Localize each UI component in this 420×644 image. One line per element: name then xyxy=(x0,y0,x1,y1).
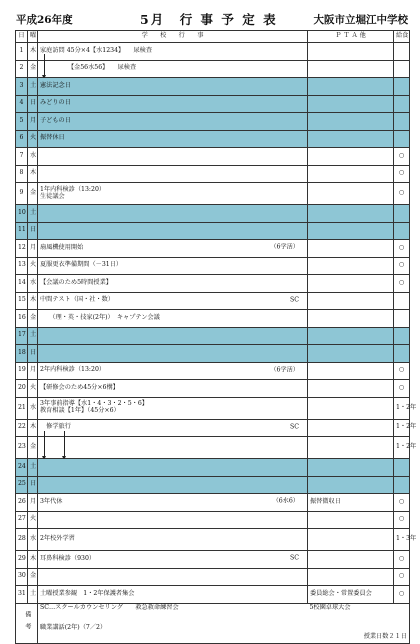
kyushoku-mark xyxy=(394,78,410,96)
pta-event xyxy=(308,327,394,345)
day-number: 25 xyxy=(16,476,28,494)
kyushoku-mark xyxy=(394,43,410,61)
pta-event xyxy=(308,437,394,459)
event-text: 教育相談【1年】（45分×6） xyxy=(40,407,120,414)
school-event xyxy=(38,148,308,166)
pta-event: 委員総会・常置委員会 xyxy=(308,586,394,604)
event-text: 【会議のため5時間授業】 xyxy=(40,278,112,286)
school-event xyxy=(38,222,308,240)
kyushoku-mark: ○ xyxy=(394,551,410,569)
event-text: 子どもの日 xyxy=(40,116,71,124)
schedule-row xyxy=(16,362,410,380)
kyushoku-mark: 1・2年 xyxy=(394,397,410,419)
pta-event xyxy=(308,529,394,551)
kyushoku-mark xyxy=(394,476,410,494)
kyushoku-mark xyxy=(394,459,410,477)
school-event xyxy=(38,257,308,275)
event-note: SC xyxy=(290,554,299,562)
day-number: 7 xyxy=(16,148,28,166)
col-school-events: 学 校 行 事 xyxy=(38,31,308,43)
weekday: 土 xyxy=(28,327,38,345)
day-number: 6 xyxy=(16,130,28,148)
school-event xyxy=(38,437,308,459)
event-text: 生徒議会 xyxy=(40,192,65,200)
weekday: 木 xyxy=(28,292,38,310)
schedule-row xyxy=(16,419,410,437)
pta-event xyxy=(308,551,394,569)
event-text: 修学旅行 xyxy=(40,423,71,431)
day-number: 21 xyxy=(16,397,28,419)
pta-event xyxy=(308,419,394,437)
school-event xyxy=(38,397,308,419)
event-text: 2年校外学習 xyxy=(40,535,75,543)
remarks-text xyxy=(308,623,410,633)
weekday: 金 xyxy=(28,437,38,459)
day-number: 26 xyxy=(16,494,28,512)
remarks-text xyxy=(38,633,308,643)
kyushoku-mark xyxy=(394,95,410,113)
schedule-row xyxy=(16,551,410,569)
day-number: 3 xyxy=(16,78,28,96)
day-number: 15 xyxy=(16,292,28,310)
pta-event xyxy=(308,95,394,113)
event-text: 土曜授業参観 1・2年保護者集会 xyxy=(40,589,135,597)
event-text: 3年代休 xyxy=(40,497,63,505)
schedule-table xyxy=(15,30,417,644)
remarks-text: 職業講話(2年)（7／2） xyxy=(38,623,308,633)
event-text: 振替休日 xyxy=(40,134,65,142)
day-number: 8 xyxy=(16,165,28,183)
weekday: 土 xyxy=(28,205,38,223)
weekday: 水 xyxy=(28,529,38,551)
weekday: 月 xyxy=(28,362,38,380)
schedule-row xyxy=(16,397,410,419)
day-number: 9 xyxy=(16,183,28,205)
schedule-row xyxy=(16,275,410,293)
school-event xyxy=(38,568,308,586)
weekday: 月 xyxy=(28,240,38,258)
day-number: 1 xyxy=(16,43,28,61)
school-event xyxy=(38,419,308,437)
weekday: 木 xyxy=(28,419,38,437)
fiscal-year: 平成26年度 xyxy=(16,14,73,26)
school-event xyxy=(38,165,308,183)
schedule-row xyxy=(16,148,410,166)
school-event xyxy=(38,494,308,512)
school-event xyxy=(38,205,308,223)
pta-event xyxy=(308,130,394,148)
pta-event xyxy=(308,459,394,477)
school-event xyxy=(38,292,308,310)
schedule-row xyxy=(16,205,410,223)
pta-event xyxy=(308,275,394,293)
day-number: 18 xyxy=(16,345,28,363)
schedule-row xyxy=(16,380,410,398)
pta-event xyxy=(308,113,394,131)
school-event xyxy=(38,310,308,328)
schedule-row xyxy=(16,568,410,586)
day-number: 27 xyxy=(16,511,28,529)
kyushoku-mark: ○ xyxy=(394,586,410,604)
weekday: 金 xyxy=(28,60,38,78)
schedule-row xyxy=(16,222,410,240)
kyushoku-mark xyxy=(394,205,410,223)
remarks-text xyxy=(38,613,308,623)
weekday: 火 xyxy=(28,380,38,398)
weekday: 月 xyxy=(28,494,38,512)
kyushoku-mark: ○ xyxy=(394,362,410,380)
weekday: 火 xyxy=(28,511,38,529)
weekday: 日 xyxy=(28,476,38,494)
kyushoku-mark xyxy=(394,130,410,148)
schedule-row xyxy=(16,437,410,459)
schedule-row xyxy=(16,586,410,604)
kyushoku-mark: ○ xyxy=(394,494,410,512)
day-number: 10 xyxy=(16,205,28,223)
school-event xyxy=(38,511,308,529)
remarks-text: 5校園卓球大会 xyxy=(308,603,410,613)
event-text: 家庭訪問 45分×4【水1234】 尿検査 xyxy=(40,46,153,54)
day-number: 24 xyxy=(16,459,28,477)
day-number: 2 xyxy=(16,60,28,78)
schedule-row xyxy=(16,529,410,551)
day-number: 12 xyxy=(16,240,28,258)
day-number: 4 xyxy=(16,95,28,113)
school-event xyxy=(38,459,308,477)
schedule-row xyxy=(16,327,410,345)
day-number: 13 xyxy=(16,257,28,275)
day-number: 11 xyxy=(16,222,28,240)
kyushoku-mark: ○ xyxy=(394,148,410,166)
event-text: 3年事前指導【水1・4・3・2・5・6】 xyxy=(40,400,148,408)
school-event xyxy=(38,130,308,148)
schedule-row xyxy=(16,183,410,205)
schedule-row xyxy=(16,476,410,494)
kyushoku-mark: ○ xyxy=(394,257,410,275)
pta-event xyxy=(308,165,394,183)
weekday: 火 xyxy=(28,130,38,148)
weekday: 日 xyxy=(28,345,38,363)
schedule-row xyxy=(16,292,410,310)
day-number: 23 xyxy=(16,437,28,459)
event-text: 耳鼻科検診（930） xyxy=(40,554,96,562)
remarks-row xyxy=(16,613,410,623)
weekday: 日 xyxy=(28,95,38,113)
day-number: 22 xyxy=(16,419,28,437)
pta-event xyxy=(308,43,394,61)
pta-event xyxy=(308,148,394,166)
pta-event xyxy=(308,205,394,223)
school-event xyxy=(38,476,308,494)
schedule-row xyxy=(16,60,410,78)
kyushoku-mark: ○ xyxy=(394,165,410,183)
kyushoku-mark xyxy=(394,345,410,363)
schedule-row xyxy=(16,95,410,113)
kyushoku-mark xyxy=(394,222,410,240)
pta-event xyxy=(308,380,394,398)
weekday: 金 xyxy=(28,568,38,586)
weekday: 水 xyxy=(28,148,38,166)
schedule-row xyxy=(16,459,410,477)
event-text: 中間テスト（国・社・数） xyxy=(40,296,115,304)
remarks-text xyxy=(308,613,410,623)
col-day: 日 xyxy=(16,31,28,43)
event-text: 扇風機使用開始 xyxy=(40,243,84,251)
weekday: 土 xyxy=(28,459,38,477)
remarks-row xyxy=(16,623,410,633)
kyushoku-mark: ○ xyxy=(394,380,410,398)
school-event xyxy=(38,362,308,380)
school-event xyxy=(38,78,308,96)
weekday: 月 xyxy=(28,113,38,131)
school-event xyxy=(38,43,308,61)
school-event xyxy=(38,529,308,551)
weekday: 土 xyxy=(28,78,38,96)
kyushoku-mark xyxy=(394,310,410,328)
pta-event xyxy=(308,60,394,78)
school-event xyxy=(38,586,308,604)
weekday: 木 xyxy=(28,165,38,183)
weekday: 水 xyxy=(28,275,38,293)
pta-event: 振替微収日 xyxy=(308,494,394,512)
pta-event xyxy=(308,78,394,96)
school-event xyxy=(38,240,308,258)
pta-event xyxy=(308,292,394,310)
event-text: 【研修会のため45分×6構】 xyxy=(40,383,119,391)
weekday: 日 xyxy=(28,222,38,240)
day-number: 17 xyxy=(16,327,28,345)
kyushoku-mark xyxy=(394,327,410,345)
pta-event xyxy=(308,222,394,240)
weekday: 木 xyxy=(28,43,38,61)
kyushoku-mark xyxy=(394,292,410,310)
col-pta: Ｐ Ｔ Ａ 他 xyxy=(308,31,394,43)
kyushoku-mark: ○ xyxy=(394,275,410,293)
schedule-row xyxy=(16,257,410,275)
kyushoku-mark: ○ xyxy=(394,511,410,529)
event-text: 【金56水56】 尿検査 xyxy=(40,64,137,72)
remarks-label: 備考 xyxy=(16,603,38,643)
school-event xyxy=(38,183,308,205)
school-event xyxy=(38,327,308,345)
kyushoku-mark: 1・3年 xyxy=(394,529,410,551)
pta-event xyxy=(308,476,394,494)
school-event xyxy=(38,113,308,131)
pta-event xyxy=(308,240,394,258)
school-event xyxy=(38,60,308,78)
weekday: 火 xyxy=(28,257,38,275)
pta-event xyxy=(308,257,394,275)
school-event xyxy=(38,275,308,293)
remarks-row xyxy=(16,633,410,643)
schedule-row xyxy=(16,310,410,328)
event-text: みどりの日 xyxy=(40,99,71,107)
weekday: 水 xyxy=(28,397,38,419)
weekday: 金 xyxy=(28,310,38,328)
weekday: 金 xyxy=(28,183,38,205)
schedule-row xyxy=(16,78,410,96)
page-header xyxy=(16,10,408,28)
kyushoku-mark: 1・2年 xyxy=(394,437,410,459)
event-text: 2年内科検診（13:20） xyxy=(40,366,106,374)
day-number: 19 xyxy=(16,362,28,380)
col-weekday: 曜 xyxy=(28,31,38,43)
pta-event xyxy=(308,362,394,380)
event-text: 夏服更衣準備期間（－31日） xyxy=(40,261,123,269)
school-name: 大阪市立堀江中学校 xyxy=(313,14,408,26)
event-note: （6学活） xyxy=(270,366,299,374)
event-text: 憲法記念日 xyxy=(40,81,71,89)
schedule-row xyxy=(16,240,410,258)
kyushoku-mark: ○ xyxy=(394,183,410,205)
day-number: 20 xyxy=(16,380,28,398)
kyushoku-mark: ○ xyxy=(394,568,410,586)
day-number: 16 xyxy=(16,310,28,328)
pta-event xyxy=(308,397,394,419)
kyushoku-mark xyxy=(394,60,410,78)
day-number: 30 xyxy=(16,568,28,586)
day-number: 29 xyxy=(16,551,28,569)
event-note: （6学活） xyxy=(270,243,299,251)
schedule-row xyxy=(16,43,410,61)
pta-event xyxy=(308,310,394,328)
school-event xyxy=(38,95,308,113)
schedule-row xyxy=(16,345,410,363)
school-event xyxy=(38,345,308,363)
pta-event xyxy=(308,568,394,586)
kyushoku-mark: ○ xyxy=(394,240,410,258)
page-title: 5月 行 事 予 定 表 xyxy=(140,12,278,27)
schedule-row xyxy=(16,130,410,148)
kyushoku-mark: 1・2年 xyxy=(394,419,410,437)
remarks-text: SC…スクールカウンセリング 救急救命練習会 xyxy=(38,603,308,613)
event-text: 1年内科検診（13:20） xyxy=(40,185,106,193)
event-note: SC xyxy=(290,296,299,304)
weekday: 木 xyxy=(28,551,38,569)
school-event xyxy=(38,380,308,398)
remarks-text: 授業日数２１日 xyxy=(308,633,410,643)
event-text: （理・英・技家(2年)） キャプテン会議 xyxy=(40,313,160,321)
schedule-row xyxy=(16,494,410,512)
day-number: 14 xyxy=(16,275,28,293)
weekday: 土 xyxy=(28,586,38,604)
pta-event xyxy=(308,511,394,529)
kyushoku-mark xyxy=(394,113,410,131)
day-number: 5 xyxy=(16,113,28,131)
event-note: SC xyxy=(290,423,299,431)
pta-event xyxy=(308,345,394,363)
schedule-row xyxy=(16,165,410,183)
event-note: （6水6） xyxy=(272,497,299,505)
col-kyushoku: 給食 xyxy=(394,31,410,43)
schedule-row xyxy=(16,511,410,529)
schedule-row xyxy=(16,113,410,131)
remarks-row xyxy=(16,603,410,613)
school-event xyxy=(38,551,308,569)
pta-event xyxy=(308,183,394,205)
table-header-row xyxy=(16,31,410,43)
day-number: 31 xyxy=(16,586,28,604)
day-number: 28 xyxy=(16,529,28,551)
